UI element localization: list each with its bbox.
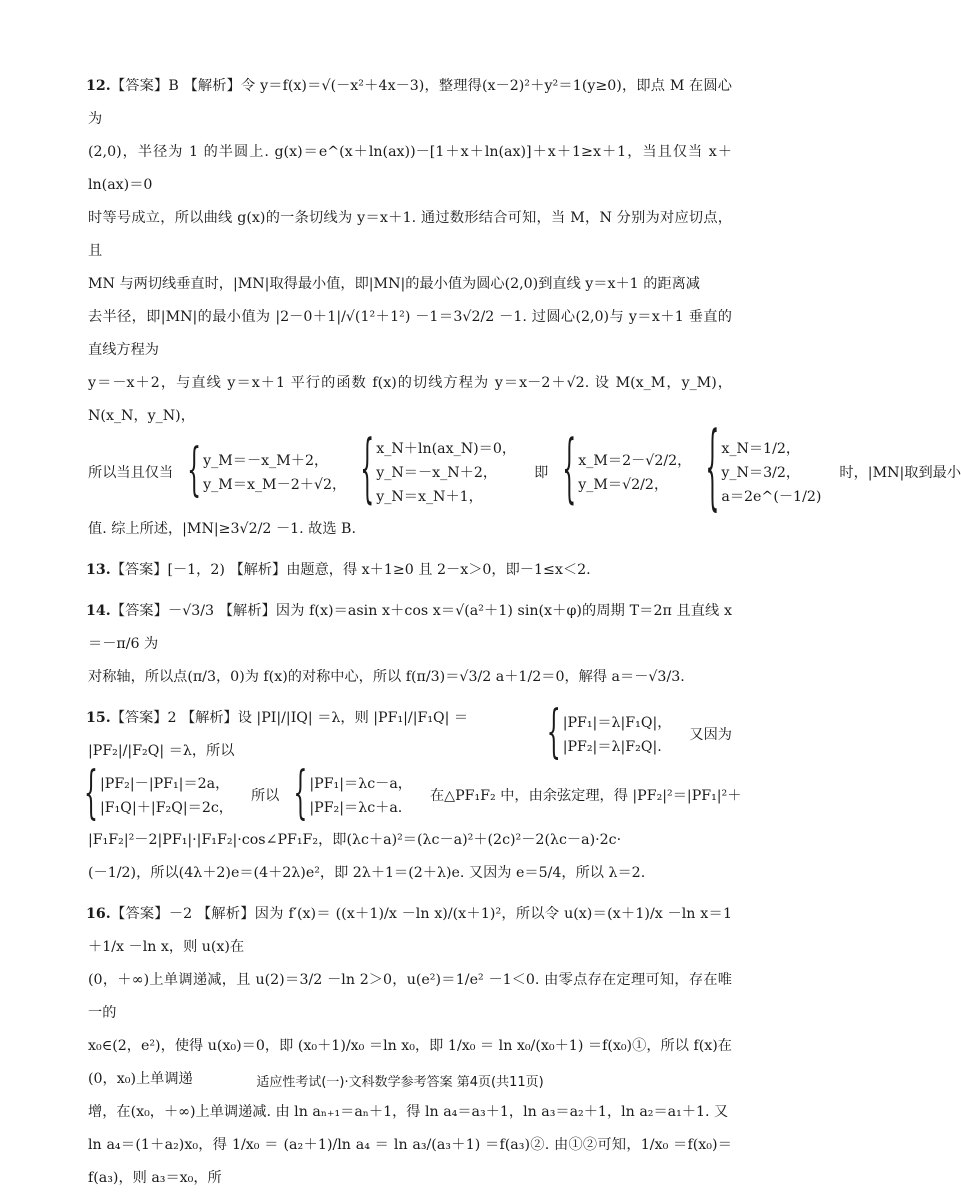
problem-number: 15. (86, 710, 111, 726)
problem-12-text (88, 70, 732, 433)
equation: { |PF₁|＝λ|F₁Q|， (562, 715, 672, 731)
problem-15-row-1 (88, 702, 732, 768)
text-line: 在△PF₁F₂ 中，由余弦定理，得 |PF₂|²＝|PF₁|²＋ (429, 787, 742, 804)
text-line: 增，在(x₀，＋∞)上单调递减. 由 ln aₙ₊₁＝aₙ＋1，得 ln a₄＝a₃＋1，ln a₃＝a₂＋1，ln a₂＝a₁＋1. 又 (88, 1104, 729, 1120)
text-line: MN 与两切线垂直时，|MN|取得最小值，即|MN|的最小值为圆心(2,0)到直线 y＝x＋1 的距离减 (88, 276, 700, 292)
problem-number: 16. (86, 906, 111, 922)
equation: y_N＝－x_N＋2， (376, 465, 498, 481)
system-mid: 即 (534, 464, 549, 481)
equation: y_N＝x_N＋1， (376, 489, 483, 505)
text-line: y＝－x＋2，与直线 y＝x＋1 平行的函数 f(x)的切线方程为 y＝x－2＋√2. 设 M(x_M，y_M)，N(x_N，y_N)， (88, 375, 732, 424)
equation: a＝2e^(－1/2) (721, 489, 822, 505)
equation-system-2 (364, 437, 516, 509)
text-line: 【答案】－√3/3 【解析】因为 f(x)＝asin x＋cos x＝√(a²＋1) sin(x＋φ)的周期 T＝2π 且直线 x＝－π/6 为 (88, 603, 732, 652)
equation-system-c (297, 772, 412, 820)
problem-13 (88, 554, 732, 587)
text-line: x₀∈(2，e²)，使得 u(x₀)＝0，即 (x₀＋1)/x₀ ＝ln x₀，即 1/x₀ ＝ ln x₀/(x₀＋1) ＝f(x₀)①，所以 f(x)在(0，x₀)上单调递 (88, 1038, 732, 1087)
equation-system-4 (709, 437, 821, 509)
equation: { x_N＝1/2， (721, 441, 801, 457)
problem-12 (86, 70, 961, 546)
equation: |F₁Q|＋|F₂Q|＝2c， (100, 800, 233, 816)
equation: y_M＝√2/2， (578, 477, 669, 493)
text-line: |F₁F₂|²－2|PF₁|·|F₁F₂|·cos∠PF₁F₂，即(λc＋a)²＝(λc－a)²＋(2c)²－2(λc－a)·2c· (88, 832, 622, 848)
page-footer: 适应性考试(一)·文科数学参考答案 第4页(共11页) (256, 1075, 544, 1090)
problem-number: 12. (86, 78, 111, 94)
equation-system-1 (191, 449, 346, 497)
equation: y_M＝x_M－2＋√2， (203, 477, 347, 493)
text-line: 【答案】2 【解析】设 |PI|/|IQ| ＝λ，则 |PF₁|/|F₁Q| ＝ |PF₂|/|F₂Q| ＝λ，所以 (88, 710, 469, 759)
equation-systems-row (88, 437, 961, 509)
problem-number: 13. (86, 562, 111, 578)
equation: { x_N＋ln(ax_N)＝0， (376, 441, 517, 457)
text-line: ln a₄＝(1＋a₂)x₀，得 1/x₀ ＝ (a₂＋1)/ln a₄ ＝ ln a₃/(a₃＋1) ＝f(a₃)②. 由①②可知，1/x₀ ＝f(x₀)＝f(a₃)，则 a₃＝x₀，所 (88, 1137, 732, 1186)
equation-system-a (551, 711, 672, 759)
equation: { |PF₁|＝λc－a， (309, 776, 412, 792)
problem-14 (88, 595, 732, 694)
text-line: (2,0)，半径为 1 的半圆上. g(x)＝e^(x＋ln(ax))－[1＋x＋ln(ax)]＋x＋1≥x＋1，当且仅当 x＋ln(ax)＝0 (88, 144, 732, 193)
text-line: 对称轴，所以点(π/3，0)为 f(x)的对称中心，所以 f(π/3)＝√3/2 a＋1/2＝0，解得 a＝－√3/3. (88, 669, 685, 685)
equation: |PF₂|＝λc＋a. (309, 800, 403, 816)
problem-12-closing: 值. 综上所述，|MN|≥3√2/2 －1. 故选 B. (88, 521, 356, 537)
equation: { x_M＝2－√2/2， (578, 453, 692, 469)
problem-15 (86, 702, 742, 890)
problem-15-row-2 (88, 772, 742, 820)
text-line: 去半径，即|MN|的最小值为 |2－0＋1|/√(1²＋1²) －1＝3√2/2 －1. 过圆心(2,0)与 y＝x＋1 垂直的直线方程为 (88, 309, 732, 358)
text-line: 又因为 (689, 726, 732, 743)
text-line: 【答案】[－1，2) 【解析】由题意，得 x＋1≥0 且 2－x＞0，即－1≤x＜2. (110, 562, 591, 578)
text-line: 所以 (250, 787, 280, 804)
problem-16 (88, 898, 732, 1195)
problem-number: 14. (86, 603, 111, 619)
text-line: 时等号成立，所以曲线 g(x)的一条切线为 y＝x＋1. 通过数形结合可知，当 M，N 分别为对应切点，且 (88, 210, 732, 259)
text-line: 【答案】B 【解析】令 y＝f(x)＝√(－x²＋4x－3)，整理得(x－2)²＋y²＝1(y≥0)，即点 M 在圆心为 (88, 78, 732, 127)
text-line: (－1/2)，所以(4λ＋2)e＝(4＋2λ)e²，即 2λ＋1＝(2＋λ)e. 又因为 e＝5/4，所以 λ＝2. (88, 865, 646, 881)
equation: |PF₂|＝λ|F₂Q|. (562, 739, 662, 755)
equation: { |PF₂|－|PF₁|＝2a， (100, 776, 230, 792)
text-line: (0，＋∞)上单调递减，且 u(2)＝3/2 －ln 2＞0，u(e²)＝1/e² －1＜0. 由零点存在定理可知，存在唯一的 (88, 972, 732, 1021)
equation: y_N＝3/2， (721, 465, 801, 481)
system-lead: 所以当且仅当 (88, 464, 174, 481)
equation-system-3 (566, 449, 691, 497)
equation: { y_M＝－x_M＋2， (203, 453, 329, 469)
equation-system-b (88, 772, 233, 820)
system-tail: 时，|MN|取到最小 (839, 464, 961, 481)
text-line: 【答案】－2 【解析】因为 f′(x)＝ ((x＋1)/x －ln x)/(x＋1)²，所以令 u(x)＝(x＋1)/x －ln x＝1＋1/x －ln x，则 u(x)在 (88, 906, 732, 955)
